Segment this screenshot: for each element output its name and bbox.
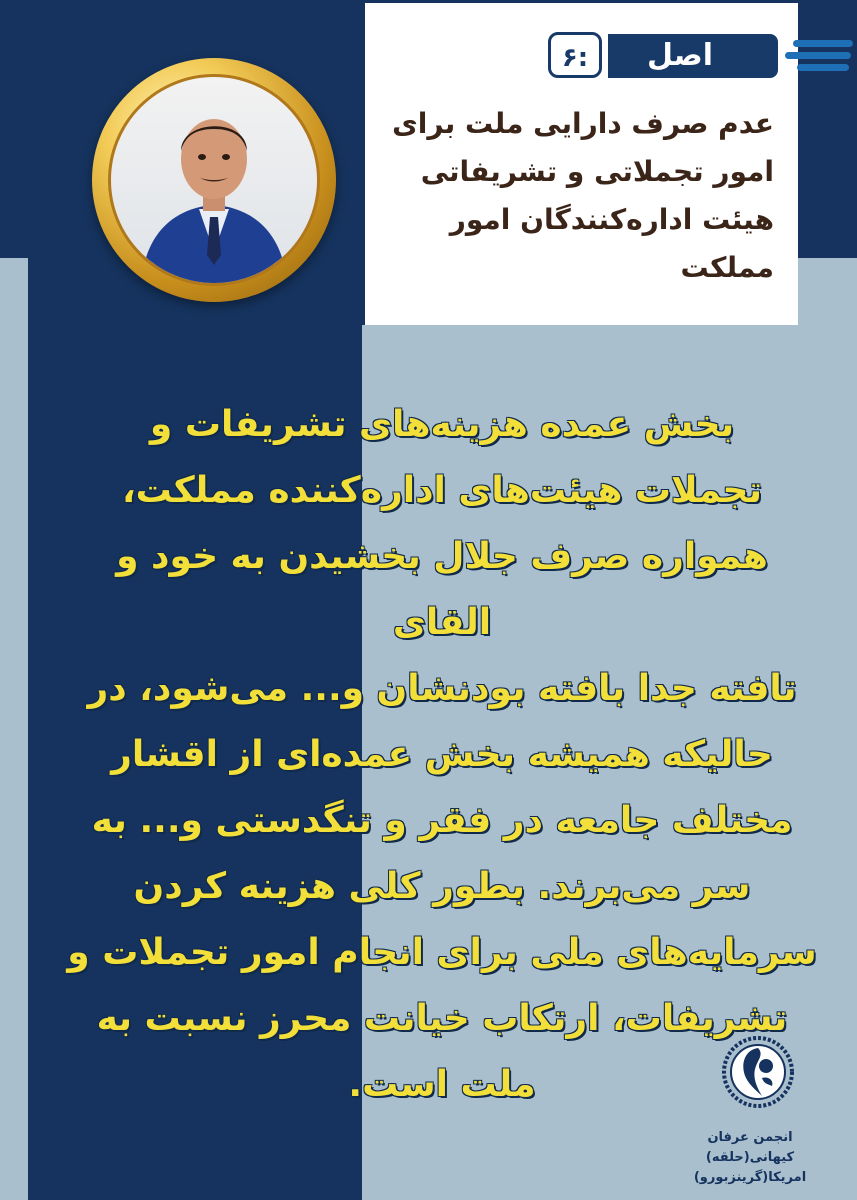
badge-label: اصل xyxy=(646,38,714,73)
title-line: مملکت xyxy=(680,251,774,284)
title-line: هیئت اداره‌کنندگان امور xyxy=(449,203,774,236)
body-line: تجملات هیئت‌های اداره‌کننده مملکت، xyxy=(122,470,762,511)
portrait-photo xyxy=(108,74,320,286)
principle-title xyxy=(370,100,774,292)
title-line: عدم صرف دارایی ملت برای xyxy=(392,107,774,140)
body-line: بخش عمده هزینه‌های تشریفات و xyxy=(149,404,735,445)
body-line: تافته جدا بافته بودنشان و... می‌شود، در xyxy=(87,668,797,709)
portrait-gold-frame xyxy=(92,58,336,302)
title-line: امور تجملاتی و تشریفاتی xyxy=(420,155,774,188)
body-line: همواره صرف جلال بخشیدن به خود و القای xyxy=(116,536,768,643)
body-line: مختلف جامعه در فقر و تنگدستی و... به xyxy=(91,800,793,841)
body-line: ملت است. xyxy=(348,1064,536,1105)
body-line: تشریفات، ارتکاب خیانت محرز نسبت به xyxy=(96,998,788,1039)
person-icon xyxy=(111,77,317,283)
society-name xyxy=(670,1128,830,1188)
body-line: سرمایه‌های ملی برای انجام امور تجملات و xyxy=(67,932,817,973)
body-line: سر می‌برند. بطور کلی هزینه کردن xyxy=(133,866,751,907)
background-left-strip xyxy=(0,258,28,1200)
society-name-line: انجمن عرفان کیهانی(حلقه) xyxy=(705,1130,795,1165)
body-paragraph xyxy=(62,392,822,1118)
badge-number: ۶: xyxy=(548,32,602,78)
society-location-line: امریکا(گرینزبورو) xyxy=(693,1170,807,1185)
decorative-stripes xyxy=(785,38,855,78)
society-emblem-icon xyxy=(722,1036,794,1108)
body-line: حالیکه همیشه بخش عمده‌ای از اقشار xyxy=(111,734,773,775)
